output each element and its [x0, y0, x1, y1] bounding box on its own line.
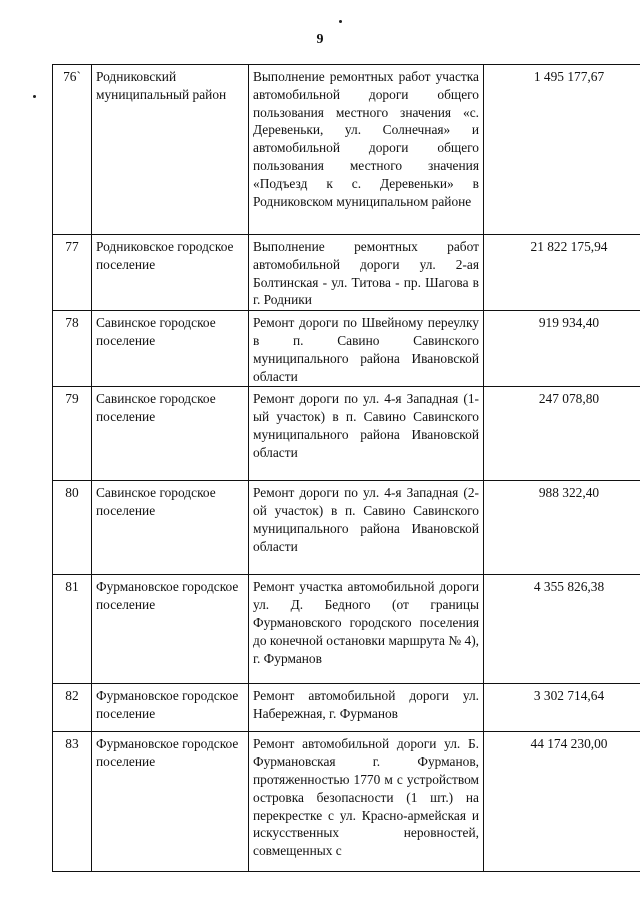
municipality-name: Савинское городское поселение — [92, 311, 249, 387]
funding-amount: 247 078,80 — [484, 387, 640, 481]
table-row — [53, 732, 640, 872]
table-row — [53, 684, 640, 732]
row-number: 76` — [53, 65, 92, 235]
table-row — [53, 575, 640, 684]
municipality-name: Родниковский муниципальный район — [92, 65, 249, 235]
funding-amount: 988 322,40 — [484, 481, 640, 575]
municipality-name: Фурмановское городское поселение — [92, 684, 249, 732]
work-description: Выполнение ремонтных работ участка автомобильной дороги общего пользования местного значения «с. Деревеньки, ул. Солнечная» и автомобильной дороги общего пользования местного значения «Подъезд к с. Деревеньки» в Родниковском муниципальном районе — [249, 65, 484, 235]
funding-amount: 21 822 175,94 — [484, 235, 640, 311]
table-row — [53, 65, 640, 235]
row-number: 78 — [53, 311, 92, 387]
funding-table — [52, 64, 640, 872]
row-number: 79 — [53, 387, 92, 481]
page-number: 9 — [316, 32, 324, 47]
municipality-name: Савинское городское поселение — [92, 387, 249, 481]
work-description: Ремонт автомобильной дороги ул. Б. Фурмановская г. Фурманов, протяженностью 1770 м с устройством островка безопасности (1 шт.) на перекрестке с ул. Красно-армейская и искусственных неровностей, совмещенных с — [249, 732, 484, 872]
municipality-name: Фурмановское городское поселение — [92, 732, 249, 872]
municipality-name: Савинское городское поселение — [92, 481, 249, 575]
funding-amount: 919 934,40 — [484, 311, 640, 387]
row-number: 81 — [53, 575, 92, 684]
funding-amount: 3 302 714,64 — [484, 684, 640, 732]
table-row — [53, 235, 640, 311]
funding-amount: 44 174 230,00 — [484, 732, 640, 872]
work-description: Выполнение ремонтных работ автомобильной дороги ул. 2-ая Болтинская - ул. Титова - пр. Шагова в г. Родники — [249, 235, 484, 311]
municipality-name: Фурмановское городское поселение — [92, 575, 249, 684]
row-number: 80 — [53, 481, 92, 575]
row-number: 82 — [53, 684, 92, 732]
work-description: Ремонт участка автомобильной дороги ул. Д. Бедного (от границы Фурмановского городского поселения до конечной остановки маршрута № 4), г. Фурманов — [249, 575, 484, 684]
municipality-name: Родниковское городское поселение — [92, 235, 249, 311]
scan-dot-left — [33, 95, 36, 98]
row-number: 77 — [53, 235, 92, 311]
work-description: Ремонт дороги по Швейному переулку в п. Савино Савинского муниципального района Ивановской области — [249, 311, 484, 387]
work-description: Ремонт дороги по ул. 4-я Западная (1-ый участок) в п. Савино Савинского муниципального района Ивановской области — [249, 387, 484, 481]
funding-amount: 4 355 826,38 — [484, 575, 640, 684]
scan-dot-top — [339, 20, 342, 23]
row-number: 83 — [53, 732, 92, 872]
table-row — [53, 387, 640, 481]
work-description: Ремонт дороги по ул. 4-я Западная (2-ой участок) в п. Савино Савинского муниципального района Ивановской области — [249, 481, 484, 575]
table-body — [53, 65, 640, 872]
table-row — [53, 481, 640, 575]
table-row — [53, 311, 640, 387]
work-description: Ремонт автомобильной дороги ул. Набережная, г. Фурманов — [249, 684, 484, 732]
funding-amount: 1 495 177,67 — [484, 65, 640, 235]
